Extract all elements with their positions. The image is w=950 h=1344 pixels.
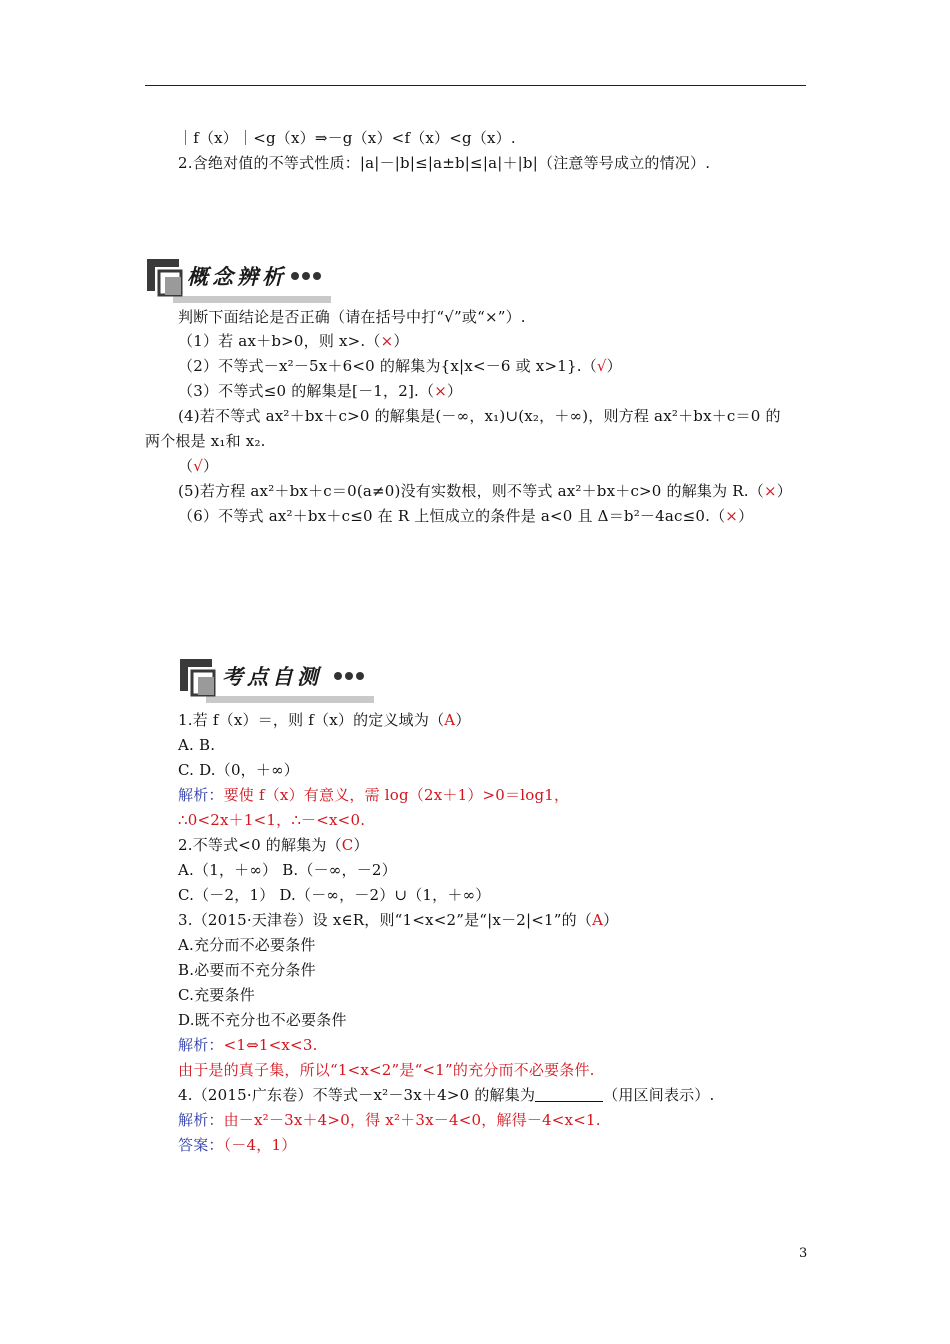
judgement-item-3: （3）不等式≤0 的解集是[－1，2].（×） xyxy=(178,382,463,400)
question-3-option-b: B.必要而不充分条件 xyxy=(178,961,316,979)
question-3-solution-cont: 由于是的真子集，所以“1<x<2”是“<1”的充分而不必要条件. xyxy=(178,1061,595,1079)
top-line-2: 2.含绝对值的不等式性质：|a|－|b|≤|a±b|≤|a|＋|b|（注意等号成立的情况）. xyxy=(178,154,711,172)
section-title: 概念辨析 xyxy=(187,265,287,289)
solution-label: 解析： xyxy=(178,1036,224,1054)
judgement-item-1: （1）若 ax＋b>0，则 x>.（×） xyxy=(178,332,409,350)
answer-label: 答案： xyxy=(178,1136,224,1154)
judgement-item-6: （6）不等式 ax²＋bx＋c≤0 在 R 上恒成立的条件是 a<0 且 Δ＝b²－4ac≤0.（×） xyxy=(178,507,754,525)
question-2-stem: 2.不等式<0 的解集为（C） xyxy=(178,836,369,854)
judgement-item-2: （2）不等式－x²－5x＋6<0 的解集为{x|x<－6 或 x>1}.（√） xyxy=(178,357,622,375)
banner-bar xyxy=(206,696,374,703)
question-1-solution: 解析：要使 f（x）有意义，需 log（2x＋1）>0＝log1， xyxy=(178,786,570,804)
question-3-stem: 3.（2015·天津卷）设 x∈R，则“1<x<2”是“|x－2|<1”的（A） xyxy=(178,911,619,929)
section1-intro: 判断下面结论是否正确（请在括号中打“√”或“×”）. xyxy=(178,308,526,326)
question-2-options-cd: C.（－2，1） D.（－∞，－2）∪（1，＋∞） xyxy=(178,886,491,904)
top-line-1: ｜f（x）｜<g（x）⇒－g（x）<f（x）<g（x）. xyxy=(178,129,516,147)
answer-mark: × xyxy=(434,382,447,400)
judgement-item-5: (5)若方程 ax²＋bx＋c＝0(a≠0)没有实数根，则不等式 ax²＋bx＋c>0 的解集为 R.（×） xyxy=(178,482,792,500)
section-title: 考点自测 xyxy=(222,665,322,689)
answer-mark: × xyxy=(763,482,777,500)
page-number: 3 xyxy=(799,1246,808,1261)
question-3-solution: 解析：<1⇔1<x<3. xyxy=(178,1036,318,1054)
question-1-options-ab: A. B. xyxy=(178,736,216,754)
question-1-solution-cont: ∴0<2x＋1<1，∴－<x<0. xyxy=(178,811,366,829)
answer-mark: × xyxy=(725,507,739,525)
solution-label: 解析： xyxy=(178,786,224,804)
answer-letter: A xyxy=(444,711,456,729)
answer-blank xyxy=(535,1087,603,1102)
question-3-option-d: D.既不充分也不必要条件 xyxy=(178,1011,347,1029)
question-1-stem: 1.若 f（x）＝，则 f（x）的定义域为（A） xyxy=(178,711,471,729)
question-4-answer: 答案：（－4，1） xyxy=(178,1136,297,1154)
question-1-options-cd: C. D.（0，＋∞） xyxy=(178,761,299,779)
question-4-stem: 4.（2015·广东卷）不等式－x²－3x＋4>0 的解集为 （用区间表示）. xyxy=(178,1086,715,1104)
question-2-options-ab: A.（1，＋∞） B.（－∞，－2） xyxy=(178,861,397,879)
section-banner-selftest xyxy=(178,657,374,703)
question-3-option-a: A.充分而不必要条件 xyxy=(178,936,316,954)
answer-letter: A xyxy=(592,911,604,929)
banner-dots xyxy=(334,672,364,680)
question-3-option-c: C.充要条件 xyxy=(178,986,255,1004)
judgement-item-4-cont: 两个根是 x₁和 x₂. xyxy=(145,432,266,450)
solution-label: 解析： xyxy=(178,1111,224,1129)
banner-dots xyxy=(291,272,321,280)
answer-letter: C xyxy=(341,836,354,854)
header-rule xyxy=(145,85,806,86)
question-4-solution: 解析：由－x²－3x＋4>0，得 x²＋3x－4<0，解得－4<x<1. xyxy=(178,1111,601,1129)
answer-mark: √ xyxy=(193,457,203,475)
section-banner-concept xyxy=(145,257,331,303)
judgement-item-4-mark: （√） xyxy=(178,457,219,475)
answer-mark: × xyxy=(380,332,394,350)
answer-mark: √ xyxy=(596,357,607,375)
banner-corner-icon xyxy=(178,657,218,697)
banner-corner-icon xyxy=(145,257,185,297)
judgement-item-4: (4)若不等式 ax²＋bx＋c>0 的解集是(－∞，x₁)∪(x₂，＋∞)，则方程 ax²＋bx＋c＝0 的 xyxy=(178,407,781,425)
banner-bar xyxy=(173,296,331,303)
